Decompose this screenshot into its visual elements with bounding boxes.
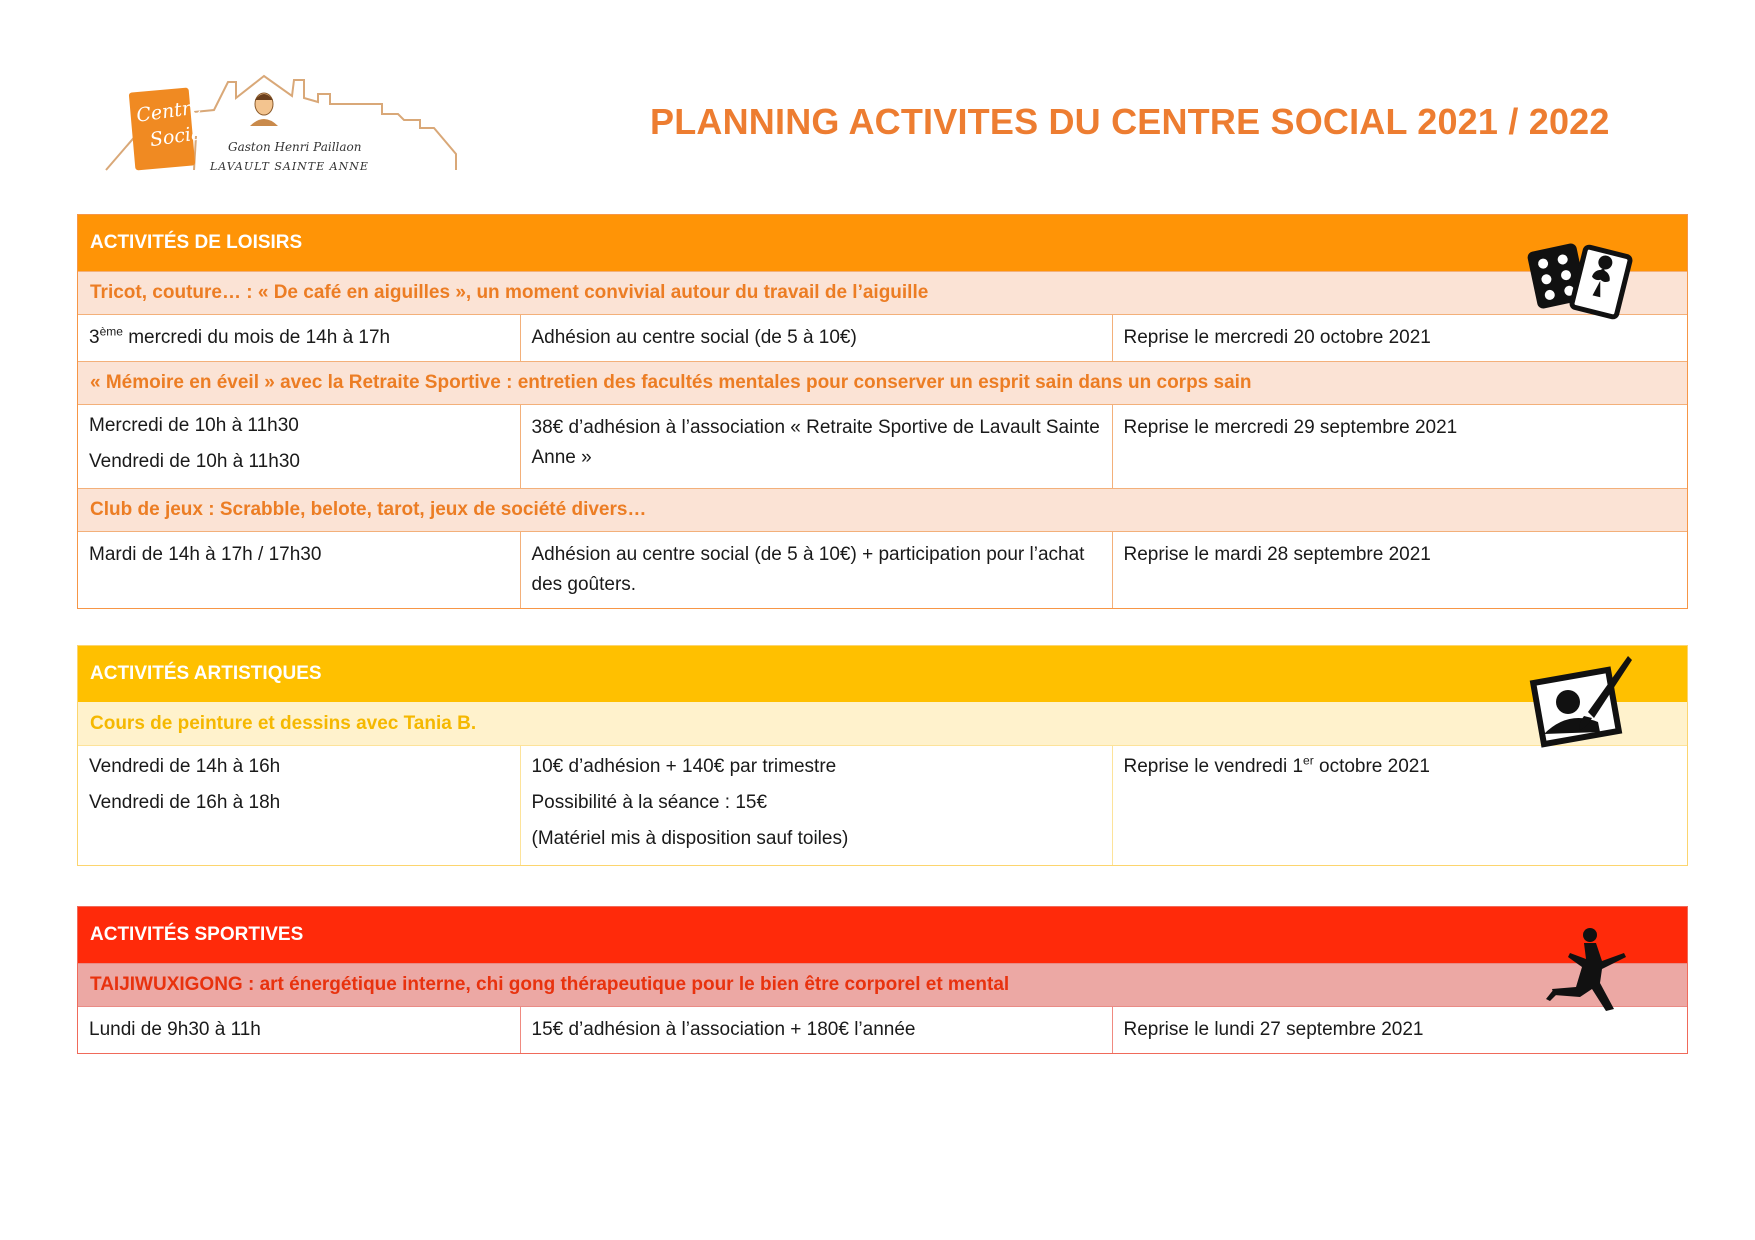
centre-social-logo — [104, 74, 464, 182]
logo-badge-line1: Centre — [134, 95, 204, 127]
activity-details-table — [78, 315, 1687, 361]
activity-title: TAIJIWUXIGONG : art énergétique interne, chi gong thérapeutique pour le bien être corporel et mental — [78, 963, 1687, 1007]
resume-date-cell: Reprise le mardi 28 septembre 2021 — [1112, 532, 1687, 608]
dice-cards-icon — [1526, 237, 1636, 327]
activity-title: Cours de peinture et dessins avec Tania B. — [78, 702, 1687, 746]
section-header-loisirs — [78, 215, 1687, 271]
resume-date-cell: Reprise le mercredi 20 octobre 2021 — [1112, 315, 1687, 361]
activity-details-table — [78, 405, 1687, 488]
page-title: PLANNING ACTIVITES DU CENTRE SOCIAL 2021 / 2022 — [650, 101, 1610, 142]
martial-arts-figure-icon — [1540, 927, 1630, 1015]
section-title: ACTIVITÉS DE LOISIRS — [90, 232, 303, 253]
activity-details-table — [78, 532, 1687, 608]
painting-brush-icon — [1528, 652, 1634, 750]
section-title: ACTIVITÉS SPORTIVES — [90, 924, 304, 945]
activity-title: « Mémoire en éveil » avec la Retraite Sportive : entretien des facultés mentales pour conserver un esprit sain dans un corps sain — [78, 361, 1687, 405]
schedule-cell: Lundi de 9h30 à 11h — [78, 1007, 520, 1053]
schedule-cell: 3ème mercredi du mois de 14h à 17h — [78, 315, 520, 361]
section-artistiques — [77, 645, 1688, 866]
table-row — [78, 532, 1687, 608]
price-cell: Adhésion au centre social (de 5 à 10€) + participation pour l’achat des goûters. — [520, 532, 1112, 608]
resume-date-cell: Reprise le mercredi 29 septembre 2021 — [1112, 405, 1687, 488]
resume-date-cell: Reprise le vendredi 1er octobre 2021 — [1112, 746, 1687, 865]
activity-title: Tricot, couture… : « De café en aiguilles », un moment convivial autour du travail de l’aiguille — [78, 271, 1687, 315]
activity-title: Club de jeux : Scrabble, belote, tarot, jeux de société divers… — [78, 488, 1687, 532]
schedule-cell: Vendredi de 14h à 16h Vendredi de 16h à 18h — [78, 746, 520, 865]
logo-badge-line2: Social — [148, 121, 210, 152]
section-header-sportives — [78, 907, 1687, 963]
table-row — [78, 746, 1687, 865]
section-sportives — [77, 906, 1688, 1054]
price-cell: Adhésion au centre social (de 5 à 10€) — [520, 315, 1112, 361]
price-cell: 10€ d’adhésion + 140€ par trimestre Possibilité à la séance : 15€ (Matériel mis à disposition sauf toiles) — [520, 746, 1112, 865]
schedule-cell: Mercredi de 10h à 11h30 Vendredi de 10h à 11h30 — [78, 405, 520, 488]
price-cell: 38€ d’adhésion à l’association « Retraite Sportive de Lavault Sainte Anne » — [520, 405, 1112, 488]
logo-subtitle-name: Gaston Henri Paillaon — [228, 140, 362, 154]
logo-subtitle-place: LAVAULT SAINTE ANNE — [210, 160, 369, 173]
section-title: ACTIVITÉS ARTISTIQUES — [90, 663, 322, 684]
table-row — [78, 315, 1687, 361]
table-row — [78, 1007, 1687, 1053]
section-loisirs — [77, 214, 1688, 609]
section-header-artistiques — [78, 646, 1687, 702]
activity-details-table — [78, 746, 1687, 865]
activity-details-table — [78, 1007, 1687, 1053]
table-row — [78, 405, 1687, 488]
resume-date-cell: Reprise le lundi 27 septembre 2021 — [1112, 1007, 1687, 1053]
price-cell: 15€ d’adhésion à l’association + 180€ l’année — [520, 1007, 1112, 1053]
schedule-cell: Mardi de 14h à 17h / 17h30 — [78, 532, 520, 608]
